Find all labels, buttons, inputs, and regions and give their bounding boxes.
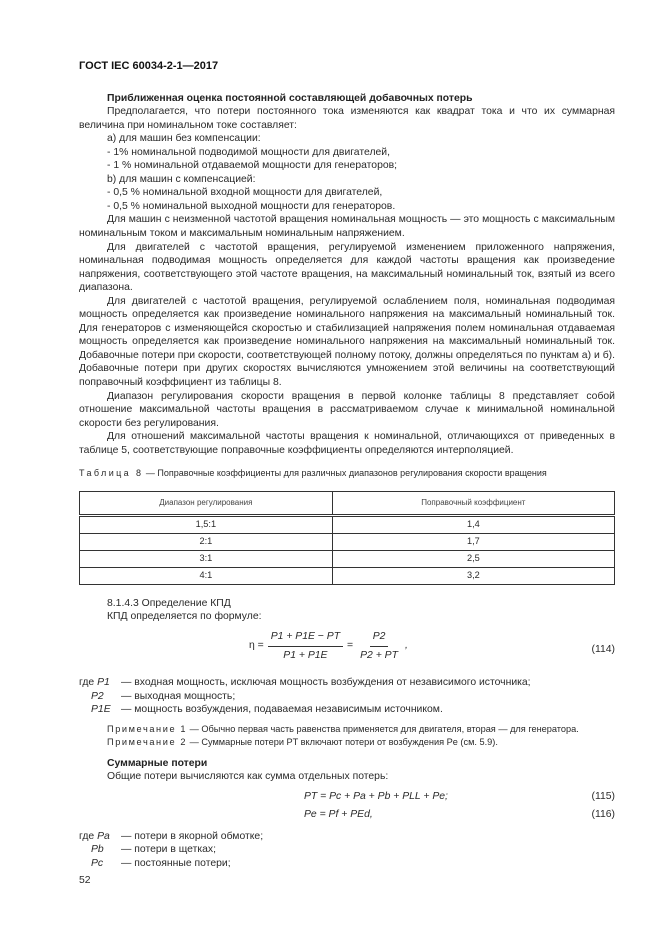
equation-116 bbox=[79, 808, 615, 826]
table-cell: 3:1 bbox=[80, 550, 333, 567]
column-header: Диапазон регулирования bbox=[80, 491, 333, 515]
eq-sign: = bbox=[347, 640, 354, 652]
eq-tail: , bbox=[404, 640, 408, 652]
where-text: — входная мощность, исключая мощность возбуждения от независимого источника; bbox=[121, 676, 531, 688]
total-losses-title: Суммарные потери bbox=[107, 757, 208, 769]
table-header-row bbox=[80, 491, 615, 515]
paragraph: - 1% номинальной подводимой мощности для двигателей, bbox=[107, 146, 390, 158]
section-title: Приближенная оценка постоянной составляющей добавочных потерь bbox=[107, 92, 473, 104]
table-caption-text: — Поправочные коэффициенты для различных диапазонов регулирования скорости вращения bbox=[143, 468, 547, 479]
paragraph: Для отношений максимальной частоты вращения к номинальной, отличающихся от приведенных в таблице 5, соответствующие поправочные коэффициенты определяются интерполяцией. bbox=[79, 431, 615, 456]
where-item bbox=[79, 843, 615, 857]
equation-number: (115) bbox=[591, 790, 615, 802]
where-text: — потери в щетках; bbox=[121, 844, 217, 856]
where-text: — постоянные потери; bbox=[121, 857, 231, 869]
where-item bbox=[79, 676, 615, 690]
paragraph: а) для машин без компенсации: bbox=[107, 133, 261, 145]
where-text: — потери в якорной обмотке; bbox=[121, 830, 264, 842]
correction-table bbox=[79, 491, 615, 585]
table-row bbox=[80, 515, 615, 533]
where-item bbox=[79, 857, 615, 871]
table-cell: 3,2 bbox=[332, 567, 614, 584]
paragraph: Диапазон регулирования скорости вращения в первой колонке таблицы 8 представляет собой отношение максимальной частоты вращения в рассматриваемом случае к минимальной номинальной скорости без регулирования. bbox=[79, 390, 615, 429]
where-symbol: Pc bbox=[91, 857, 104, 869]
note-label: Примечание 2 bbox=[107, 736, 188, 747]
table-cell: 1,7 bbox=[332, 533, 614, 550]
where-item bbox=[79, 703, 615, 717]
equation-114 bbox=[79, 630, 615, 670]
eq-denominator: P2 + PT bbox=[360, 649, 398, 661]
equation-text: Pe = Pf + PEd, bbox=[304, 808, 373, 820]
paragraph: Для машин с неизменной частотой вращения номинальная мощность — это мощность с максимальным номинальным током и максимальным номинальным напряжением. bbox=[79, 214, 615, 240]
paragraph: Предполагается, что потери постоянного тока изменяются как квадрат тока и что их суммарная величина при номинальном токе составляет: bbox=[79, 106, 615, 131]
note bbox=[79, 723, 615, 736]
document-header: ГОСТ IEC 60034-2-1—2017 bbox=[79, 60, 219, 72]
paragraph: - 1 % номинальной отдаваемой мощности для генераторов; bbox=[107, 160, 398, 172]
eq-numerator: P1 + P1E − PT bbox=[268, 630, 343, 647]
paragraph: b) для машин с компенсацией: bbox=[107, 173, 256, 185]
document-page bbox=[79, 60, 615, 888]
paragraph: - 0,5 % номинальной выходной мощности для генераторов. bbox=[107, 200, 396, 212]
where-item bbox=[79, 690, 615, 704]
table-row bbox=[80, 533, 615, 550]
table-cell: 2:1 bbox=[80, 533, 333, 550]
where-text: — мощность возбуждения, подаваемая независимым источником. bbox=[121, 704, 443, 716]
where-symbol: где P1 bbox=[79, 676, 110, 688]
note-label: Примечание 1 bbox=[107, 723, 188, 734]
table-cell: 2,5 bbox=[332, 550, 614, 567]
table-row bbox=[80, 550, 615, 567]
where-item bbox=[79, 830, 615, 844]
table-caption bbox=[79, 467, 615, 481]
column-header: Поправочный коэффициент bbox=[332, 491, 614, 515]
note-text: — Суммарные потери PT включают потери от возбуждения Pe (см. 5.9). bbox=[187, 736, 498, 747]
eq-numerator: P2 bbox=[370, 630, 389, 647]
where-symbol: P2 bbox=[91, 690, 104, 702]
table-cell: 4:1 bbox=[80, 567, 333, 584]
page-number: 52 bbox=[79, 875, 91, 887]
equation-text: PT = Pc + Pa + Pb + PLL + Pe; bbox=[304, 790, 448, 802]
eq-denominator: P1 + P1E bbox=[283, 649, 328, 661]
where-symbol: P1E bbox=[91, 704, 111, 716]
where-symbol: Pb bbox=[91, 844, 104, 856]
equation-115 bbox=[79, 790, 615, 808]
equation-number: (114) bbox=[591, 643, 615, 655]
paragraph: Для двигателей с частотой вращения, регулируемой ослаблением поля, номинальная подводимая мощность определяется как произведение номинального напряжения на максимальный номинальный ток. Для генераторов с изменяющейся скоростью и стабилизацией напряжения полем номинальная отдаваемая мощность определяется как произведение номинального напряжения на максимальный номинальный ток. Добавочные потери при скорости, соответствующей полному потоку, должны определяться по пунктам а) и б). Добавочные потери при других скоростях вычисляются умножением этой величины на соответствующий поправочный коэффициент из таблицы 8. bbox=[79, 295, 615, 389]
paragraph: Для двигателей с частотой вращения, регулируемой изменением приложенного напряжения, номинальная подводимая мощность определяется для каждой частоты вращения как произведение напряжения, соответствующего этой частоте вращения, на максимальный номинальный ток, взятый из всего диапазона. bbox=[79, 241, 615, 294]
paragraph: - 0,5 % номинальной входной мощности для двигателей, bbox=[107, 187, 383, 199]
eq-lhs: η = bbox=[249, 640, 264, 652]
table-cell: 1,4 bbox=[332, 515, 614, 533]
note bbox=[79, 736, 615, 749]
formula-intro: КПД определяется по формуле: bbox=[107, 611, 262, 623]
table-row bbox=[80, 567, 615, 584]
total-losses-intro: Общие потери вычисляются как сумма отдельных потерь: bbox=[107, 771, 389, 783]
table-caption-label: Таблица 8 bbox=[79, 468, 144, 479]
where-text: — выходная мощность; bbox=[121, 690, 236, 702]
where-symbol: где Pa bbox=[79, 830, 110, 842]
subsection-heading: 8.1.4.3 Определение КПД bbox=[107, 597, 231, 609]
note-text: — Обычно первая часть равенства применяется для двигателя, вторая — для генератора. bbox=[187, 723, 579, 734]
equation-number: (116) bbox=[591, 808, 615, 820]
table-cell: 1,5:1 bbox=[80, 515, 333, 533]
